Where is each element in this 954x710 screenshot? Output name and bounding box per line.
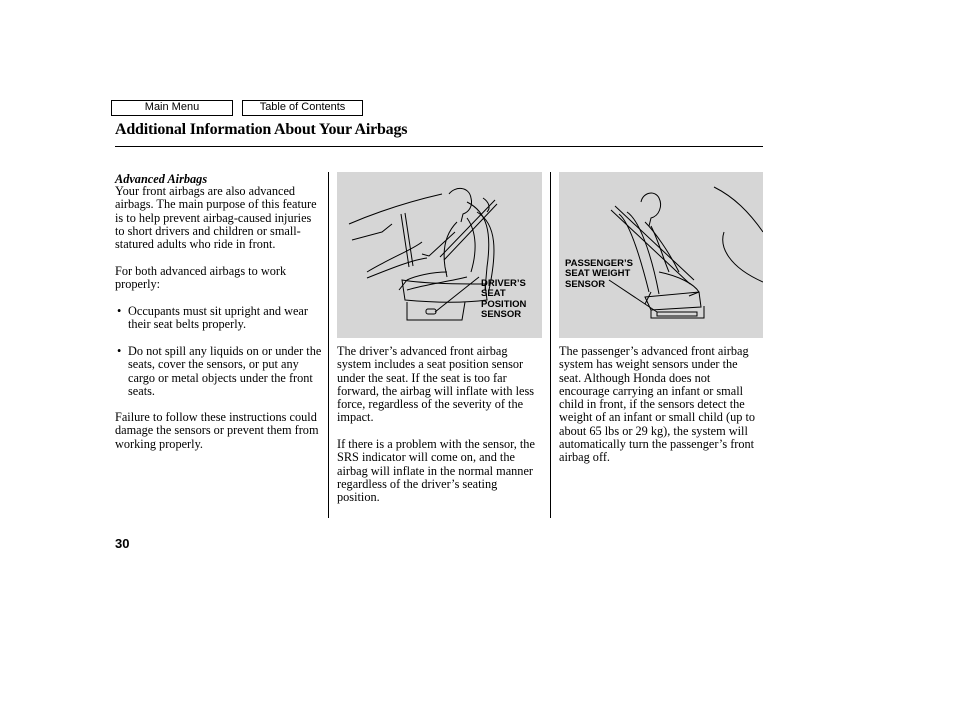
passenger-seat-illustration [559, 172, 763, 338]
closing-paragraph: Failure to follow these instructions could damage the sensors or prevent them from working properly. [115, 410, 319, 451]
bullet-item-2: Do not spill any liquids on or under the seats, cover the sensors, or put any cargo or metal objects under the front seats. [128, 344, 322, 398]
passenger-seat-sensor-label: PASSENGER’S SEAT WEIGHT SENSOR [565, 258, 633, 290]
driver-seat-sensor-label: DRIVER’S SEAT POSITION SENSOR [481, 278, 527, 321]
driver-sensor-problem-paragraph: If there is a problem with the sensor, the SRS indicator will come on, and the airbag will inflate in the normal manner regardless of the driver’s seating position. [337, 437, 535, 505]
passenger-sensor-paragraph: The passenger’s advanced front airbag system has weight sensors under the seat. Although Honda does not encourage carrying an infant or small child in front, if the sensors detect the weight of an infant or small child (up to about 65 lbs or 29 kg), the system will automatically turn the passenger’s front airbag off. [559, 344, 756, 465]
intro-paragraph-2: For both advanced airbags to work properly: [115, 264, 287, 292]
table-of-contents-button[interactable]: Table of Contents [242, 100, 363, 116]
bullet-dot: • [117, 344, 122, 358]
subheading-advanced-airbags: Advanced Airbags [115, 172, 208, 186]
page-number: 30 [115, 536, 130, 551]
dashboard-line [349, 194, 442, 224]
bullet-dot: • [117, 304, 122, 318]
column-divider [328, 172, 329, 518]
driver-sensor-paragraph: The driver’s advanced front airbag system includes a seat position sensor under the seat. If the seat is too far forward, the airbag will inflate with less force, regardless of the severity of the impact. [337, 344, 535, 425]
title-rule [115, 146, 763, 147]
column-divider [550, 172, 551, 518]
main-menu-button[interactable]: Main Menu [111, 100, 233, 116]
page-title: Additional Information About Your Airbags [115, 121, 408, 138]
driver-seat-illustration [337, 172, 542, 338]
bullet-item-1: Occupants must sit upright and wear their seat belts properly. [128, 304, 308, 332]
intro-paragraph: Your front airbags are also advanced airbags. The main purpose of this feature is to help prevent airbag-caused injuries to short drivers and children or small-statured adults who ride in front. [115, 184, 317, 252]
